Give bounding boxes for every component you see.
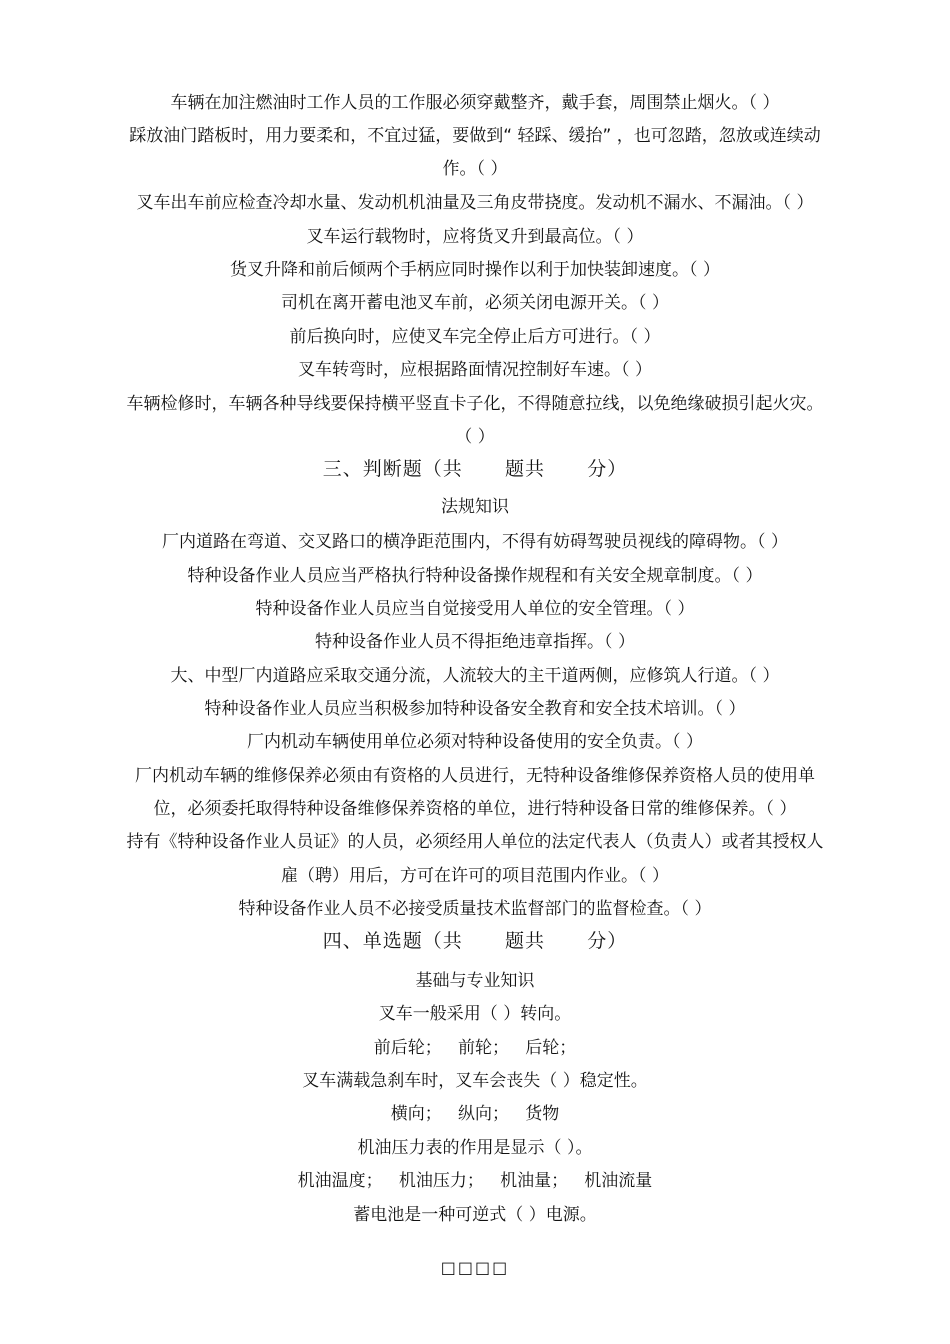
tf-item: 货叉升降和前后倾两个手柄应同时操作以利于加快装卸速度。（ ） — [230, 260, 720, 280]
judge-item-continued: 雇（聘）用后，方可在许可的项目范围内作业。（ ） — [281, 866, 669, 886]
judge-item: 大、中型厂内道路应采取交通分流，人流较大的主干道两侧，应修筑人行道。（ ） — [170, 666, 780, 686]
tf-item: 司机在离开蓄电池叉车前，必须关闭电源开关。（ ） — [281, 293, 669, 313]
tf-item: 叉车出车前应检查冷却水量、发动机机油量及三角皮带挠度。发动机不漏水、不漏油。（ ） — [136, 193, 814, 213]
judge-item: 持有《特种设备作业人员证》的人员，必须经用人单位的法定代表人（负责人）或者其授权人 — [126, 832, 824, 852]
section-3-title: 三、判断题（共 题共 分） — [322, 458, 628, 480]
tf-item: 叉车转弯时，应根据路面情况控制好车速。（ ） — [298, 360, 652, 380]
question-stem: 叉车满载急刹车时，叉车会丧失（ ）稳定性。 — [302, 1071, 648, 1091]
tf-item-continued: （ ） — [455, 427, 495, 447]
question-options: 前后轮； 前轮； 后轮； — [373, 1038, 577, 1058]
judge-item: 特种设备作业人员应当严格执行特种设备操作规程和有关安全规章制度。（ ） — [187, 566, 763, 586]
question-options: 横向； 纵向； 货物 — [390, 1104, 560, 1124]
judge-item-continued: 位，必须委托取得特种设备维修保养资格的单位，进行特种设备日常的维修保养。（ ） — [153, 799, 797, 819]
question-stem: 叉车一般采用（ ）转向。 — [378, 1004, 572, 1024]
tf-item: 踩放油门踏板时，用力要柔和，不宜过猛，要做到“ 轻踩、缓抬” ，也可忽踏，忽放或连续动 — [129, 126, 821, 146]
tf-item: 车辆在加注燃油时工作人员的工作服必须穿戴整齐，戴手套，周围禁止烟火。（ ） — [170, 93, 780, 113]
section-4-title: 四、单选题（共 题共 分） — [322, 930, 628, 952]
tf-item: 前后换向时，应使叉车完全停止后方可进行。（ ） — [289, 327, 661, 347]
judge-item: 厂内机动车辆的维修保养必须由有资格的人员进行，无特种设备维修保养资格人员的使用单 — [135, 766, 815, 786]
judge-item: 厂内机动车辆使用单位必须对特种设备使用的安全负责。（ ） — [247, 732, 703, 752]
page-footer: □□□□ — [440, 1258, 510, 1277]
judge-item: 特种设备作业人员应当自觉接受用人单位的安全管理。（ ） — [255, 599, 695, 619]
tf-item-continued: 作。（ ） — [442, 159, 508, 179]
section-4-subtitle: 基础与专业知识 — [415, 971, 535, 991]
judge-item: 特种设备作业人员应当积极参加特种设备安全教育和安全技术培训。（ ） — [204, 699, 746, 719]
question-stem: 蓄电池是一种可逆式（ ）电源。 — [353, 1205, 597, 1225]
question-stem: 机油压力表的作用是显示（ ）。 — [357, 1138, 593, 1158]
question-options: 机油温度； 机油压力； 机油量； 机油流量 — [297, 1171, 653, 1191]
judge-item: 特种设备作业人员不得拒绝违章指挥。（ ） — [315, 632, 635, 652]
tf-item: 叉车运行载物时，应将货叉升到最高位。（ ） — [306, 227, 644, 247]
judge-item: 厂内道路在弯道、交叉路口的横净距范围内，不得有妨碍驾驶员视线的障碍物。（ ） — [162, 532, 788, 552]
section-3-subtitle: 法规知识 — [441, 497, 509, 517]
tf-item: 车辆检修时，车辆各种导线要保持横平竖直卡子化，不得随意拉线，以免绝缘破损引起火灾。 — [126, 394, 824, 414]
judge-item: 特种设备作业人员不必接受质量技术监督部门的监督检查。（ ） — [238, 899, 712, 919]
